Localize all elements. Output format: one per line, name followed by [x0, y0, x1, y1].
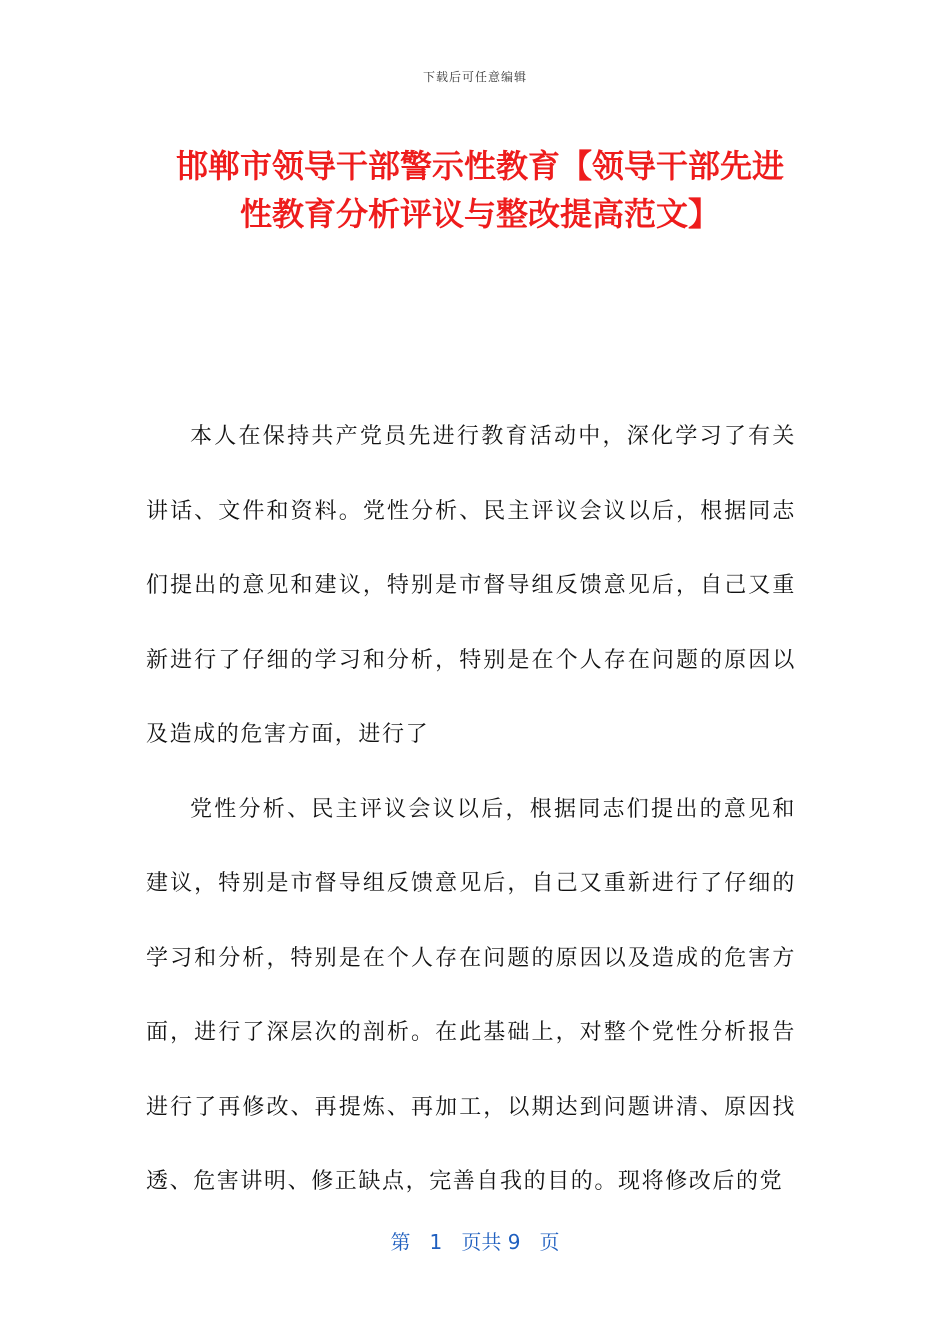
body-paragraph-1: 本人在保持共产党员先进行教育活动中，深化学习了有关讲话、文件和资料。党性分析、民主评议会议以后，根据同志们提出的意见和建议，特别是市督导组反馈意见后，自己又重新进行了仔细的学习和分析，特别是在个人存在问题的原因以及造成的危害方面，进行了 — [146, 424, 796, 747]
page-footer — [0, 1226, 950, 1255]
footer-page-suffix: 页 — [539, 1230, 560, 1254]
title-line-1: 邯郸市领导干部警示性教育【领导干部先进 — [175, 147, 784, 185]
header-note: 下载后可任意编辑 — [422, 70, 527, 84]
document-title — [150, 142, 810, 238]
document-body — [146, 400, 796, 1220]
body-paragraph-2: 党性分析、民主评议会议以后，根据同志们提出的意见和建议，特别是市督导组反馈意见后，自己又重新进行了仔细的学习和分析，特别是在个人存在问题的原因以及造成的危害方面，进行了深层次的剖析。在此基础上，对整个党性分析报告进行了再修改、再提炼、再加工，以期达到问题讲清、原因找透、危害讲明、修正缺点，完善自我的目的。现将修改后的党 — [146, 796, 796, 1194]
footer-current-page: 1 — [429, 1230, 443, 1254]
footer-total-pages: 9 — [507, 1230, 521, 1254]
footer-page-prefix: 第 — [390, 1230, 411, 1254]
title-line-2: 性教育分析评议与整改提高范文】 — [239, 195, 720, 233]
footer-page-mid: 页共 — [461, 1230, 502, 1254]
